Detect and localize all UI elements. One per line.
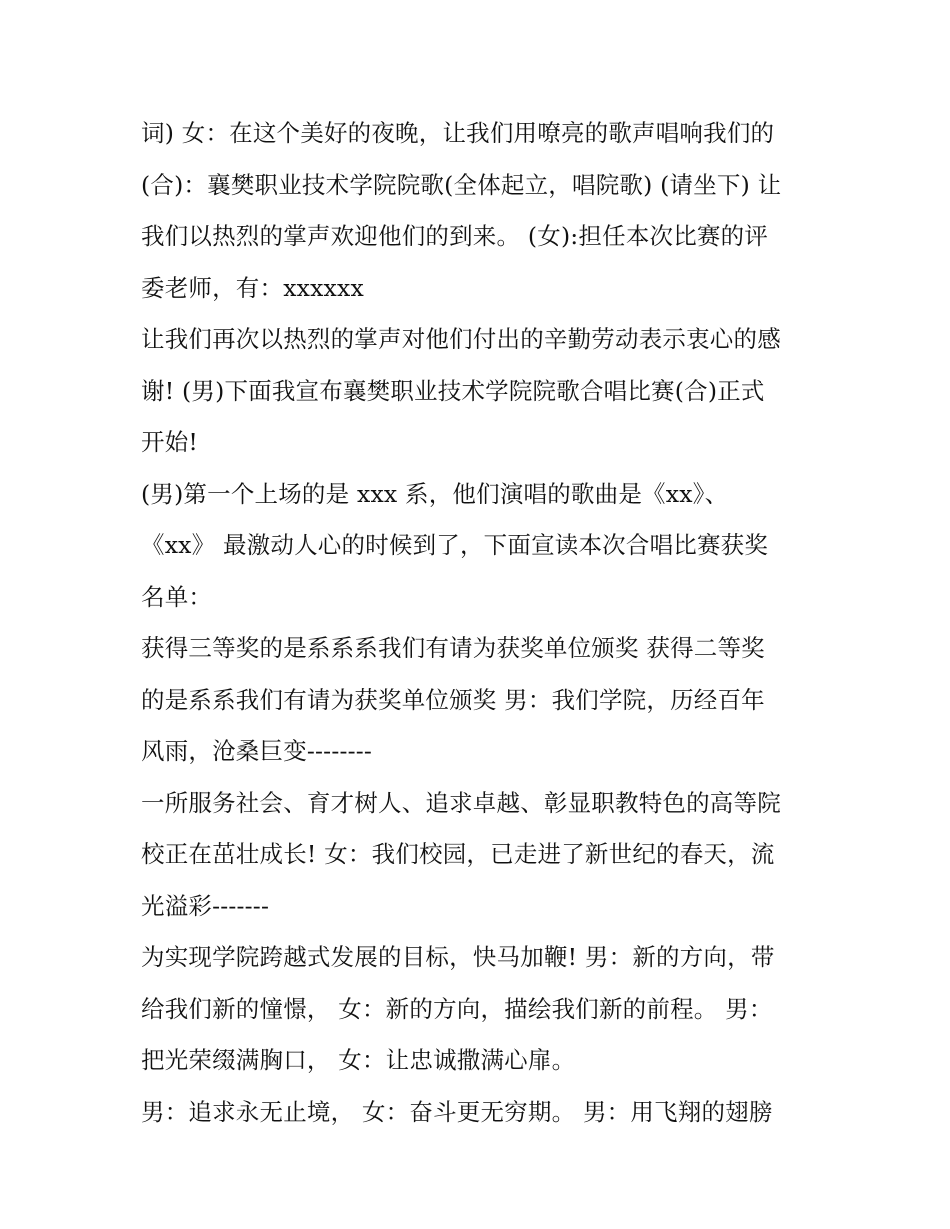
text-line: (男)第一个上场的是 xxx 系，他们演唱的歌曲是《xx》、 [141,479,729,508]
text-line: 名单： [141,582,213,611]
text-line: 把光荣缀满胸口， 女：让忠诚撒满心扉。 [141,1046,576,1074]
text-line: 的是系系我们有请为获奖单位颁奖 男：我们学院，历经百年 [141,685,765,714]
text-line: 给我们新的憧憬， 女：新的方向，描绘我们新的前程。 男： [141,994,773,1023]
text-line: 谢! (男)下面我宣布襄樊职业技术学院院歌合唱比赛(合)正式 [141,376,765,405]
text-line: 词) 女：在这个美好的夜晚，让我们用嘹亮的歌声唱响我们的 [141,119,775,147]
text-line: 光溢彩------- [141,891,270,920]
text-line: 校正在茁壮成长! 女：我们校园，已走进了新世纪的春天，流 [141,840,775,868]
document-body [141,108,821,1138]
text-line: 开始! [141,428,199,456]
text-line: 男：追求永无止境， 女：奋斗更无穷期。 男：用飞翔的翅膀 [141,1097,773,1126]
text-line: 为实现学院跨越式发展的目标，快马加鞭! 男：新的方向，带 [141,943,775,971]
text-line: 获得三等奖的是系系系我们有请为获奖单位颁奖 获得二等奖 [141,634,765,662]
text-line: 委老师，有：xxxxxx [141,273,364,302]
text-line: 我们以热烈的掌声欢迎他们的到来。 (女):担任本次比赛的评 [141,222,769,250]
text-line: 让我们再次以热烈的掌声对他们付出的辛勤劳动表示衷心的感 [141,325,781,353]
text-line: 一所服务社会、育才树人、追求卓越、彰显职教特色的高等院 [141,788,781,817]
text-line: 风雨，沧桑巨变-------- [141,737,373,765]
text-line: 《xx》 最激动人心的时候到了，下面宣读本次合唱比赛获奖 [141,531,769,559]
text-line: (合)：襄樊职业技术学院院歌(全体起立，唱院歌) (请坐下) 让 [141,170,782,199]
